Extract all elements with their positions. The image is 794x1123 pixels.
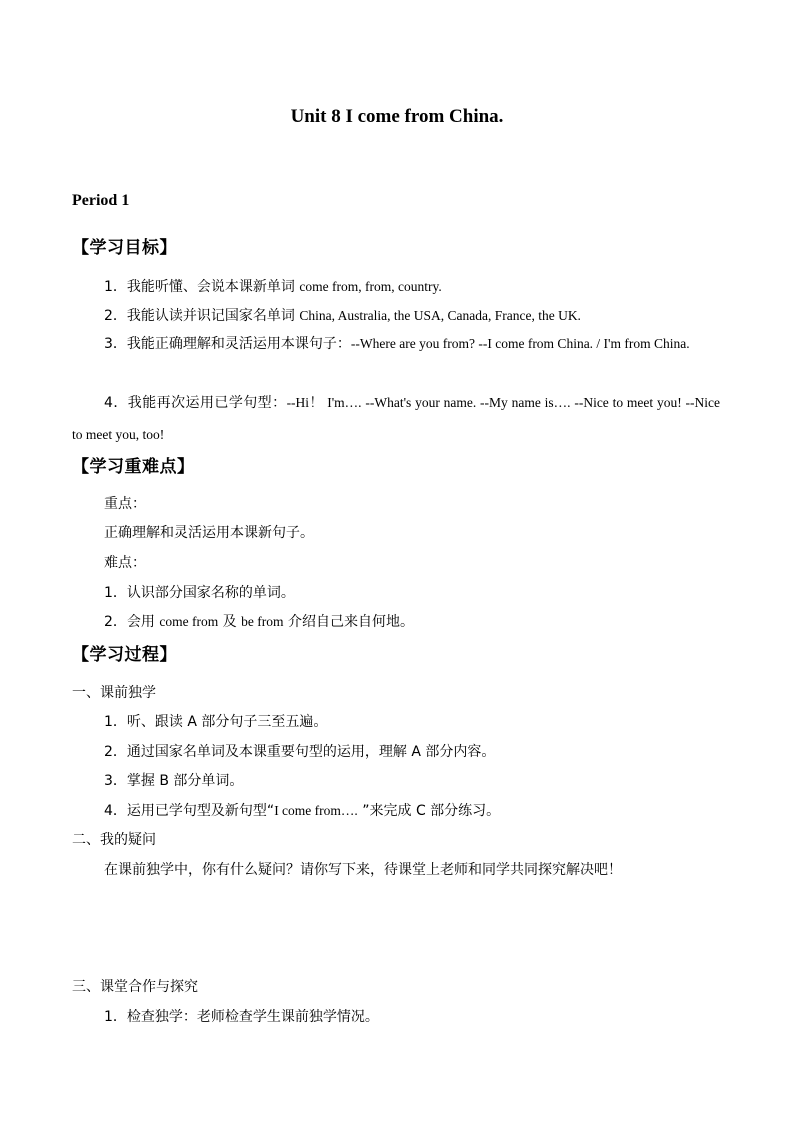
difficult-item-english: be from [241,614,284,629]
goal-item-text: 我能听懂、会说本课新单词 [126,279,300,295]
difficult-item-text: 认识部分国家名称的单词。 [126,585,295,601]
document-title: Unit 8 I come from China. [290,106,504,127]
difficult-item-1 [104,582,295,602]
goal-item-3 [72,328,720,360]
goal-item-1 [104,276,442,296]
difficult-item-2 [104,611,414,631]
part1-item-4 [104,800,500,820]
part1-item-text: 通过国家名单词及本课重要句型的运用，理解 A 部分内容。 [126,744,496,760]
goal-item-text: 我能认读并识记国家名单词 [126,308,300,324]
part1-item-number: 3． [104,773,127,789]
goal-item-number: 4． [104,395,128,411]
goal-item-number: 2． [104,308,127,324]
period-label: Period 1 [72,192,130,209]
process-heading: 【学习过程】 [72,645,177,665]
part1-item-english: I come from…. [274,803,358,818]
part3-item-1 [104,1006,379,1026]
difficult-item-number: 1． [104,585,127,601]
difficult-item-text: 及 [218,614,242,630]
difficult-item-text: 会用 [126,614,160,630]
goal-item-2 [104,305,581,325]
part1-item-text: 掌握 B 部分单词。 [126,773,244,789]
part3-title: 三、课堂合作与探究 [72,979,198,995]
part1-item-number: 1． [104,714,127,730]
goal-item-4 [72,387,720,451]
goal-item-english: --Where are you from? --I come from China. / I'm from China. [350,336,690,351]
part2-title: 二、我的疑问 [72,832,156,848]
difficult-point-label: 难点： [104,555,146,571]
part1-item-number: 4． [104,803,127,819]
part3-item-text: 检查独学：老师检查学生课前独学情况。 [126,1009,379,1025]
goal-item-english: come from, from, country. [299,279,442,294]
goal-item-number: 1． [104,279,127,295]
goals-heading: 【学习目标】 [72,238,177,258]
part1-item-3 [104,770,243,790]
part1-title: 一、课前独学 [72,685,156,701]
difficult-item-english: come from [159,614,219,629]
part3-item-number: 1． [104,1009,127,1025]
part1-item-text: 运用已学句型及新句型“ [126,803,275,819]
difficult-item-text: 介绍自己来自何地。 [283,614,414,630]
goal-item-number: 3． [104,336,127,352]
part1-item-text: ”来完成 C 部分练习。 [357,803,501,819]
goal-item-english: China, Australia, the USA, Canada, France, the UK. [299,308,581,323]
part1-item-number: 2． [104,744,127,760]
difficult-item-number: 2． [104,614,127,630]
part2-text: 在课前独学中，你有什么疑问？请你写下来，待课堂上老师和同学共同探究解决吧！ [104,862,622,878]
part1-item-2 [104,741,495,761]
focus-heading: 【学习重难点】 [72,457,195,477]
goal-item-english: --Hi！ I'm…. --What's your name. --My name is…. --Nice to meet you! --Nice to meet you, too! [72,395,720,442]
goal-item-text: 我能再次运用已学句型： [127,395,287,411]
part1-item-text: 听、跟读 A 部分句子三至五遍。 [126,714,328,730]
key-point-text: 正确理解和灵活运用本课新句子。 [104,525,314,541]
key-point-label: 重点： [104,496,146,512]
part1-item-1 [104,711,327,731]
goal-item-text: 我能正确理解和灵活运用本课句子： [126,336,351,352]
